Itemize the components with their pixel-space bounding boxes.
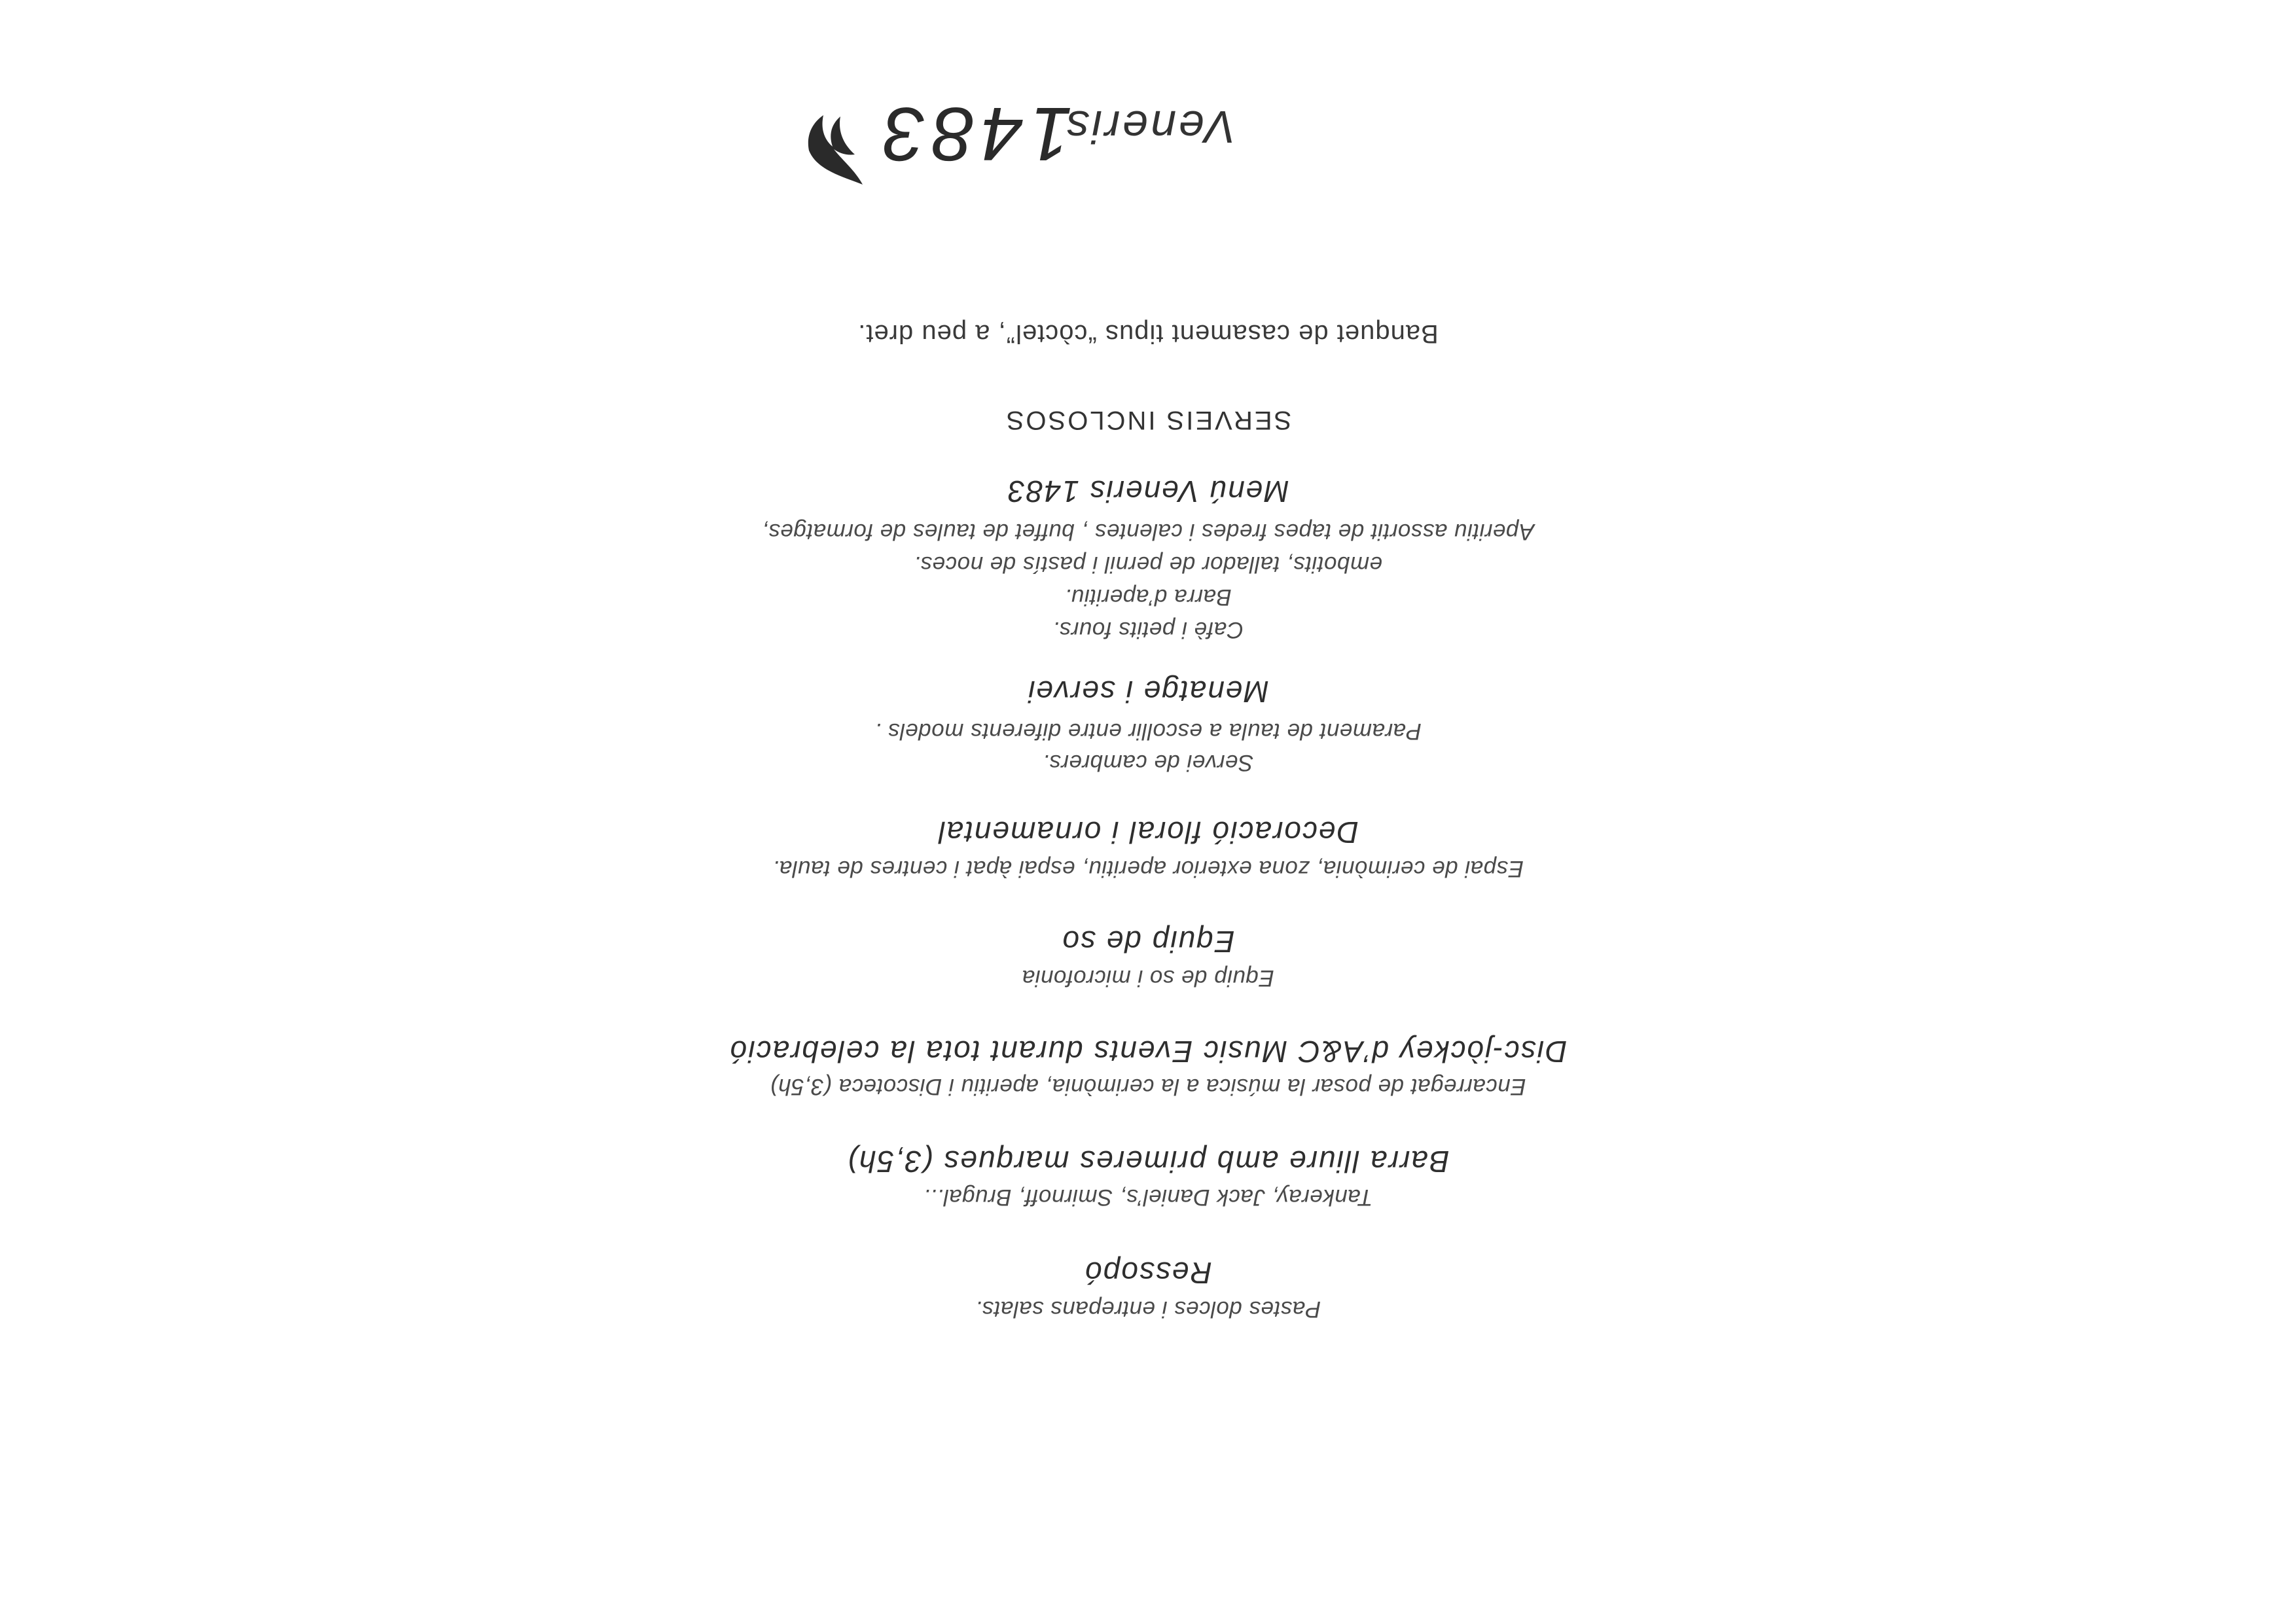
feather-icon — [804, 111, 869, 190]
ressopo-title: Ressopó — [1084, 1256, 1212, 1290]
decoracio-line-1: Espai de cerimònia, zona exterior aperitiu, espai àpat i centres de taula. — [772, 856, 1524, 882]
logo-inner — [791, 79, 1236, 190]
menu-line-3: Barra d’aperitiu. — [1064, 584, 1232, 610]
intro-text: Banquet de casament tipus “còctel”, a peu dret. — [857, 319, 1439, 348]
parament-title: Menatge i servei — [1027, 675, 1269, 709]
parament-line-1: Parament de taula a escollir entre diferents models . — [874, 719, 1422, 744]
menu-line-2: embotits, tallador de pernil i pastís de noces. — [913, 552, 1383, 577]
parament-line-2: Servei de cambrers. — [1042, 750, 1254, 776]
menu-line-4: Cafè i petits fours. — [1052, 617, 1244, 643]
menu-line-1: Aperitiu assortit de tapes fredes i calentes , buffet de taules de formatges, — [761, 519, 1535, 544]
logo-number: 1483 — [876, 92, 1072, 177]
dj-line-1: Encarregat de posar la música a la cerimònia, aperitiu i Discoteca (3,5h) — [770, 1074, 1526, 1099]
logo-word: Veneris — [1064, 101, 1236, 152]
barra-line-1: Tankeray, Jack Daniel’s, Smirnoff, Brugal... — [923, 1185, 1373, 1210]
so-line-1: Equip de so i microfonia — [1022, 965, 1274, 991]
brand-logo — [0, 79, 2296, 190]
menu-title: Menú Veneris 1483 — [1007, 474, 1289, 508]
dj-title: Disc-jòckey d’A&C Music Events durant tota la celebració — [728, 1035, 1568, 1069]
decoracio-title: Decoració floral i ornamental — [937, 815, 1359, 849]
so-title: Equip de so — [1061, 925, 1235, 959]
section-title: SERVEIS INCLOSOS — [1004, 406, 1292, 435]
ressopo-line-1: Pastes dolces i entrepans salats. — [975, 1296, 1321, 1322]
barra-title: Barra lliure amb primeres marques (3,5h) — [846, 1145, 1450, 1179]
